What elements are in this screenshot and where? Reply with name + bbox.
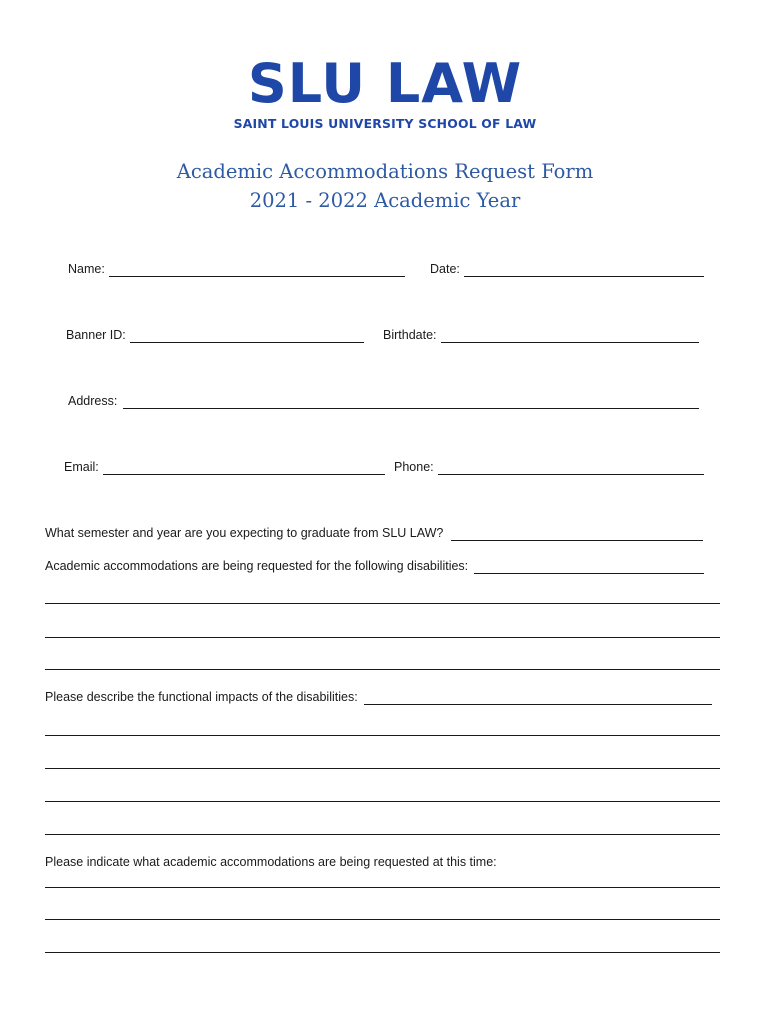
accommodations-question	[45, 854, 497, 870]
date-field[interactable]	[430, 261, 704, 277]
birthdate-field[interactable]	[383, 327, 699, 343]
logo-subtitle: SAINT LOUIS UNIVERSITY SCHOOL OF LAW	[233, 116, 537, 131]
date-label: Date:	[430, 262, 460, 276]
functional-impacts-label: Please describe the functional impacts of the disabilities:	[45, 690, 358, 704]
graduation-line[interactable]	[451, 529, 703, 541]
accommodations-answer-line[interactable]	[45, 952, 720, 953]
accommodations-answer-line[interactable]	[45, 887, 720, 888]
functional-impacts-line[interactable]	[364, 693, 712, 705]
disabilities-answer-line[interactable]	[45, 603, 720, 604]
name-line[interactable]	[109, 265, 405, 277]
functional-impacts-answer-line[interactable]	[45, 768, 720, 769]
birthdate-line[interactable]	[441, 331, 699, 343]
disabilities-answer-line[interactable]	[45, 637, 720, 638]
functional-impacts-answer-line[interactable]	[45, 801, 720, 802]
banner-id-field[interactable]	[66, 327, 364, 343]
address-field[interactable]	[68, 393, 699, 409]
disabilities-line[interactable]	[474, 562, 704, 574]
name-field[interactable]	[68, 261, 405, 277]
disabilities-question[interactable]	[45, 558, 704, 574]
disabilities-answer-line[interactable]	[45, 669, 720, 670]
academic-year: 2021 - 2022 Academic Year	[249, 189, 521, 212]
banner-id-line[interactable]	[130, 331, 364, 343]
phone-field[interactable]	[394, 459, 704, 475]
phone-line[interactable]	[438, 463, 704, 475]
accommodations-label: Please indicate what academic accommodations are being requested at this time:	[45, 855, 497, 869]
phone-label: Phone:	[394, 460, 434, 474]
logo-wordmark: SLU LAW	[247, 52, 523, 115]
email-line[interactable]	[103, 463, 385, 475]
functional-impacts-answer-line[interactable]	[45, 834, 720, 835]
functional-impacts-question[interactable]	[45, 689, 712, 705]
functional-impacts-answer-line[interactable]	[45, 735, 720, 736]
banner-id-label: Banner ID:	[66, 328, 126, 342]
graduation-question[interactable]	[45, 525, 703, 541]
disabilities-question-label: Academic accommodations are being requested for the following disabilities:	[45, 559, 469, 573]
accommodations-answer-line[interactable]	[45, 919, 720, 920]
date-line[interactable]	[464, 265, 704, 277]
email-field[interactable]	[64, 459, 385, 475]
address-line[interactable]	[123, 397, 699, 409]
graduation-question-label: What semester and year are you expecting to graduate from SLU LAW?	[45, 526, 444, 540]
email-label: Email:	[64, 460, 99, 474]
form-title: Academic Accommodations Request Form	[176, 160, 594, 183]
name-label: Name:	[68, 262, 105, 276]
address-label: Address:	[68, 394, 118, 408]
slu-law-logo	[0, 52, 770, 132]
birthdate-label: Birthdate:	[383, 328, 437, 342]
